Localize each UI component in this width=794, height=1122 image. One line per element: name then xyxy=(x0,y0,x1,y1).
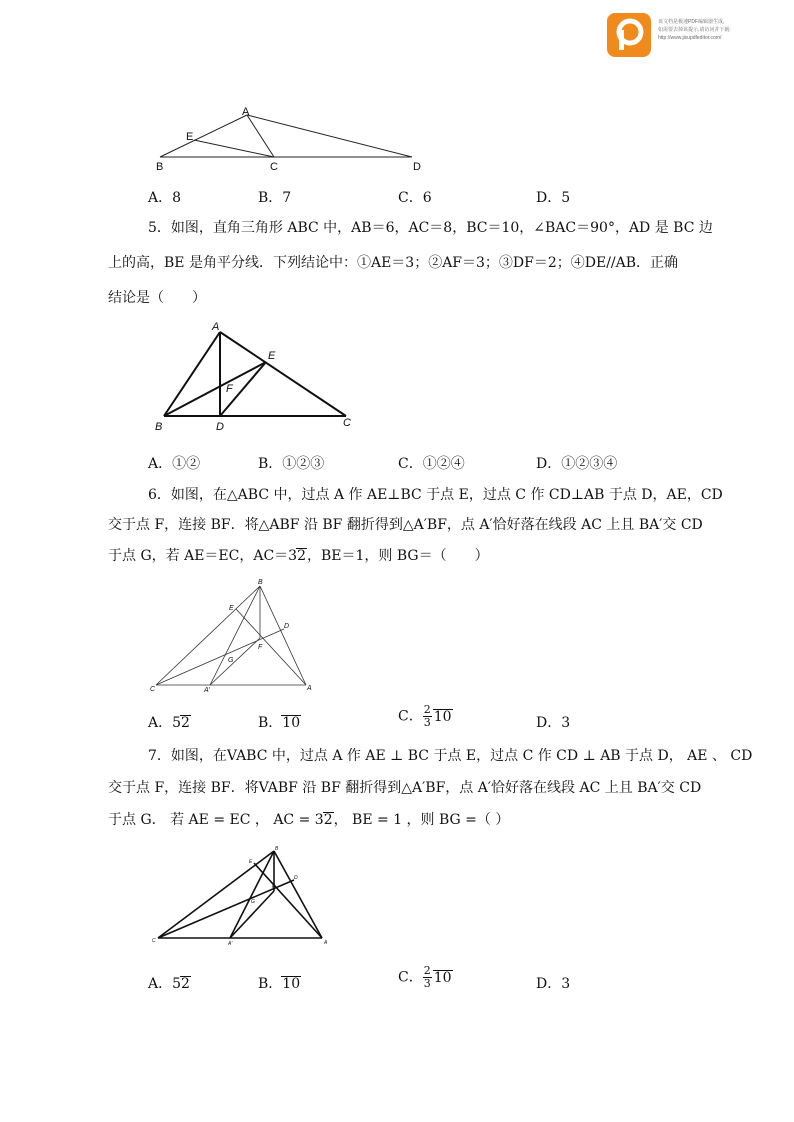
q6-figure xyxy=(148,578,318,696)
q6-label-d: D xyxy=(284,623,290,630)
q6-option-a[interactable]: A．52 xyxy=(148,715,190,731)
q7-line-1: 7．如图，在VABC 中，过点 A 作 AE ⊥ BC 于点 E，过点 C 作 CD ⊥ AB 于点 D， AE 、 CD xyxy=(148,748,753,764)
q5-line-3: 结论是（ ） xyxy=(108,290,206,306)
q7-label-f: F xyxy=(272,884,276,890)
q4-option-b[interactable]: B．7 xyxy=(258,190,292,206)
watermark-text: 该文档是极速PDF编辑器生成, 如需要去掉该提示,请访问并下载: http://www.jisupdfeditor.com/ xyxy=(658,19,731,41)
q7-option-a[interactable]: A．52 xyxy=(148,976,190,992)
q6-label-g: G xyxy=(228,657,234,664)
q6-label-c: C xyxy=(150,686,156,693)
q7-option-b[interactable]: B．10 xyxy=(258,976,301,992)
q7-label-a-prime: A′ xyxy=(228,941,233,947)
q5-line-2: 上的高，BE 是角平分线．下列结论中：①AE＝3；②AF＝3；③DF＝2；④DE//AB．正确 xyxy=(108,255,679,271)
q6-label-a-prime: A′ xyxy=(204,687,210,694)
q7-label-d: D xyxy=(294,875,298,881)
q7-label-c: C xyxy=(152,938,156,944)
q5-label-b: B xyxy=(155,421,163,433)
q6-label-b: B xyxy=(258,579,263,586)
q6-option-c[interactable]: C． $\frac{2}{3}$ 10 xyxy=(398,703,452,729)
q5-figure xyxy=(150,318,360,433)
q5-label-e: E xyxy=(268,350,276,362)
q5-label-d: D xyxy=(216,421,224,433)
q4-option-d[interactable]: D．5 xyxy=(536,190,571,206)
q7-line-3: 于点 G． 若 AE = EC ， AC = 32， BE = 1 ，则 BG =（ ） xyxy=(108,812,510,828)
q7-option-c[interactable]: C． $\frac{2}{3}$ 10 xyxy=(398,964,452,990)
q4-option-a[interactable]: A．8 xyxy=(148,190,182,206)
q5-label-a: A xyxy=(212,321,220,333)
q4-label-d: D xyxy=(413,161,421,173)
q5-label-c: C xyxy=(343,417,351,429)
q4-label-a: A xyxy=(242,106,250,118)
q4-figure xyxy=(150,105,440,175)
q4-label-b: B xyxy=(156,161,164,173)
q6-line-1: 6．如图，在△ABC 中，过点 A 作 AE⊥BC 于点 E，过点 C 作 CD⊥AB 于点 D，AE，CD xyxy=(148,487,723,503)
q4-label-e: E xyxy=(186,131,194,143)
q7-line-2: 交于点 F，连接 BF．将VABF 沿 BF 翻折得到△A′BF，点 A′恰好落在线段 AC 上且 BA′交 CD xyxy=(108,780,702,796)
q7-option-d[interactable]: D．3 xyxy=(536,976,571,992)
q5-option-c[interactable]: C．①②④ xyxy=(398,456,465,472)
q6-label-f: F xyxy=(258,644,263,651)
q5-option-a[interactable]: A．①② xyxy=(148,456,201,472)
q7-label-g: G xyxy=(251,899,255,905)
q6-sqrt: 2 xyxy=(297,548,306,564)
q6-label-e: E xyxy=(229,605,234,612)
q6-line-3: 于点 G，若 AE＝EC，AC＝32，BE＝1，则 BG＝（ ） xyxy=(108,548,489,564)
q7-label-e: E xyxy=(249,859,253,865)
q5-option-b[interactable]: B．①②③ xyxy=(258,456,325,472)
q7-label-a: A xyxy=(324,940,328,946)
q4-option-c[interactable]: C．6 xyxy=(398,190,432,206)
q6-option-d[interactable]: D．3 xyxy=(536,715,571,731)
q5-option-d[interactable]: D．①②③④ xyxy=(536,456,618,472)
q5-line-1: 5．如图，直角三角形 ABC 中，AB＝6，AC＝8，BC＝10，∠BAC＝90°，AD 是 BC 边 xyxy=(148,220,713,236)
q4-label-c: C xyxy=(270,161,278,173)
q5-label-f: F xyxy=(226,383,233,395)
q7-figure xyxy=(148,843,333,949)
q6-line-2: 交于点 F，连接 BF．将△ABF 沿 BF 翻折得到△A′BF，点 A′恰好落在线段 AC 上且 BA′交 CD xyxy=(108,517,703,533)
q6-label-a: A xyxy=(307,685,312,692)
pdf-logo-icon xyxy=(607,13,651,57)
q6-option-b[interactable]: B．10 xyxy=(258,715,301,731)
q7-label-b: B xyxy=(275,846,279,852)
q7-sqrt: 2 xyxy=(323,812,333,828)
